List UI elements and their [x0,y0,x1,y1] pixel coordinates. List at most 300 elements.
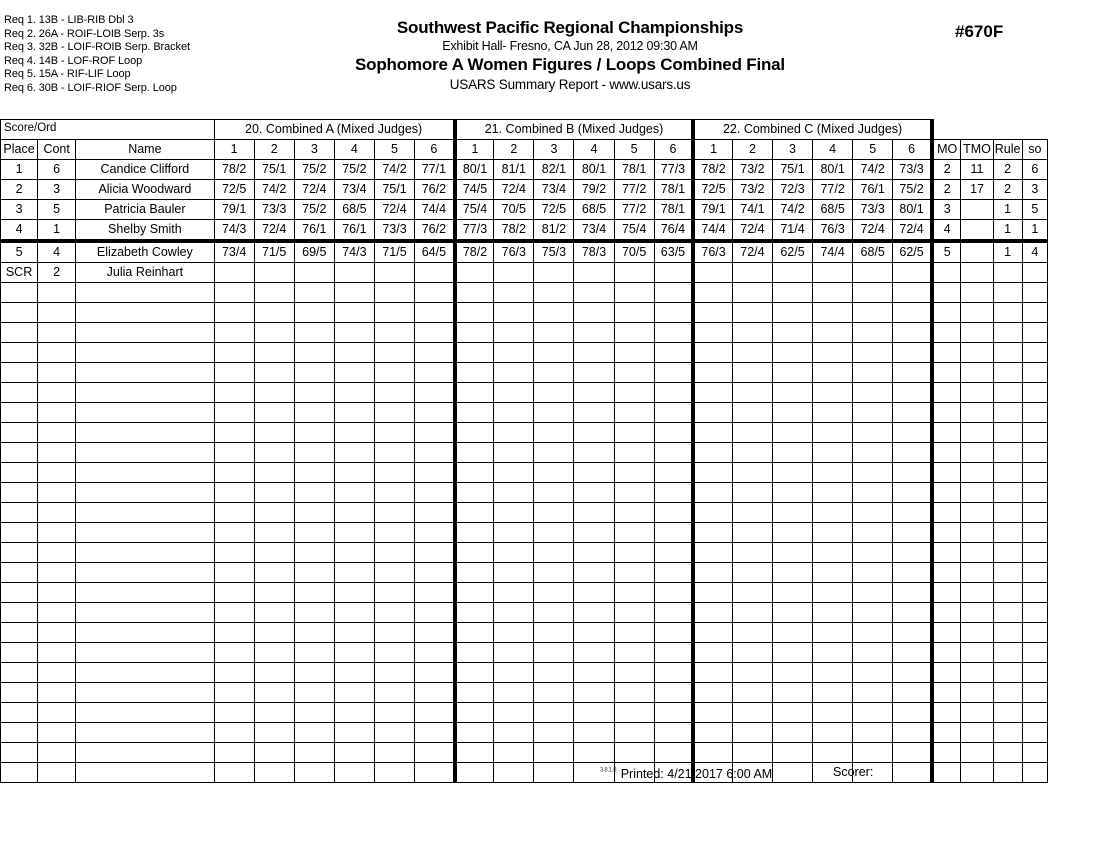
cell-score-b-4[interactable] [574,263,614,283]
cell-empty[interactable] [574,403,614,423]
cell-score-b-4[interactable]: 78/3 [574,241,614,263]
cell-empty[interactable] [76,563,214,583]
cell-empty[interactable] [1022,743,1047,763]
cell-empty[interactable] [993,603,1022,623]
cell-empty[interactable] [932,683,961,703]
cell-empty[interactable] [415,363,455,383]
cell-score-a-4[interactable]: 74/3 [334,241,374,263]
table-row[interactable] [1,383,1048,403]
cell-empty[interactable] [76,463,214,483]
cell-empty[interactable] [772,663,812,683]
cell-empty[interactable] [214,443,254,463]
cell-score-b-6[interactable] [654,263,693,283]
cell-empty[interactable] [614,743,654,763]
cell-empty[interactable] [334,343,374,363]
cell-score-a-1[interactable] [214,263,254,283]
cell-empty[interactable] [574,603,614,623]
cell-empty[interactable] [214,423,254,443]
cell-score-a-3[interactable]: 76/1 [294,220,334,242]
cell-empty[interactable] [534,463,574,483]
cell-empty[interactable] [38,283,76,303]
cell-empty[interactable] [813,543,853,563]
cell-empty[interactable] [574,663,614,683]
cell-score-c-1[interactable]: 72/5 [693,180,732,200]
cell-empty[interactable] [614,703,654,723]
cell-empty[interactable] [693,463,732,483]
cell-empty[interactable] [813,663,853,683]
cell-empty[interactable] [614,523,654,543]
cell-empty[interactable] [374,443,414,463]
cell-score-c-3[interactable] [772,263,812,283]
cell-empty[interactable] [574,463,614,483]
cell-empty[interactable] [654,443,693,463]
cell-empty[interactable] [932,363,961,383]
cell-empty[interactable] [294,683,334,703]
table-row[interactable] [1,263,1048,283]
cell-empty[interactable] [214,323,254,343]
cell-empty[interactable] [853,443,893,463]
cell-empty[interactable] [813,363,853,383]
cell-empty[interactable] [654,403,693,423]
cell-empty[interactable] [38,663,76,683]
cell-empty[interactable] [1022,443,1047,463]
cell-empty[interactable] [534,283,574,303]
cell-empty[interactable] [415,283,455,303]
cell-empty[interactable] [961,563,993,583]
cell-empty[interactable] [772,523,812,543]
cell-empty[interactable] [932,523,961,543]
cell-empty[interactable] [732,363,772,383]
cell-empty[interactable] [732,303,772,323]
cell-empty[interactable] [732,283,772,303]
cell-empty[interactable] [334,643,374,663]
cell-empty[interactable] [1022,483,1047,503]
cell-empty[interactable] [574,743,614,763]
cell-score-a-4[interactable]: 76/1 [334,220,374,242]
cell-empty[interactable] [455,323,494,343]
cell-empty[interactable] [932,623,961,643]
cell-score-c-2[interactable] [732,263,772,283]
cell-score-a-3[interactable] [294,263,334,283]
cell-empty[interactable] [893,343,932,363]
cell-empty[interactable] [415,383,455,403]
cell-empty[interactable] [38,443,76,463]
cell-score-b-5[interactable]: 75/4 [614,220,654,242]
cell-score-b-6[interactable]: 63/5 [654,241,693,263]
cell-empty[interactable] [1022,703,1047,723]
cell-empty[interactable] [654,603,693,623]
cell-score-a-6[interactable]: 64/5 [415,241,455,263]
cell-empty[interactable] [1022,583,1047,603]
cell-empty[interactable] [853,643,893,663]
table-row[interactable] [1,423,1048,443]
cell-empty[interactable] [1,683,38,703]
cell-empty[interactable] [1,343,38,363]
cell-empty[interactable] [574,483,614,503]
cell-empty[interactable] [294,583,334,603]
cell-empty[interactable] [993,583,1022,603]
cell-empty[interactable] [853,483,893,503]
cell-empty[interactable] [614,423,654,443]
cell-empty[interactable] [693,423,732,443]
cell-empty[interactable] [374,583,414,603]
cell-empty[interactable] [732,683,772,703]
cell-empty[interactable] [415,603,455,623]
cell-empty[interactable] [732,343,772,363]
cell-empty[interactable] [813,683,853,703]
cell-empty[interactable] [76,303,214,323]
cell-empty[interactable] [455,483,494,503]
cell-empty[interactable] [893,703,932,723]
cell-empty[interactable] [772,743,812,763]
cell-empty[interactable] [932,423,961,443]
cell-empty[interactable] [334,723,374,743]
cell-empty[interactable] [932,743,961,763]
cell-empty[interactable] [76,583,214,603]
cell-empty[interactable] [1,483,38,503]
cell-empty[interactable] [961,663,993,683]
cell-empty[interactable] [534,663,574,683]
cell-empty[interactable] [1022,723,1047,743]
cell-empty[interactable] [772,643,812,663]
cell-empty[interactable] [494,463,534,483]
cell-empty[interactable] [1,603,38,623]
cell-empty[interactable] [772,503,812,523]
cell-empty[interactable] [494,403,534,423]
cell-empty[interactable] [654,283,693,303]
cell-empty[interactable] [772,543,812,563]
cell-empty[interactable] [853,383,893,403]
cell-empty[interactable] [534,743,574,763]
cell-empty[interactable] [853,283,893,303]
cell-empty[interactable] [214,563,254,583]
cell-empty[interactable] [534,723,574,743]
cell-empty[interactable] [1,583,38,603]
cell-place[interactable]: 3 [1,200,38,220]
cell-score-c-2[interactable]: 73/2 [732,160,772,180]
cell-empty[interactable] [214,483,254,503]
cell-score-c-5[interactable]: 76/1 [853,180,893,200]
cell-empty[interactable] [853,663,893,683]
cell-empty[interactable] [76,503,214,523]
cell-cont[interactable]: 1 [38,220,76,242]
cell-empty[interactable] [932,643,961,663]
cell-empty[interactable] [654,503,693,523]
cell-empty[interactable] [38,483,76,503]
cell-empty[interactable] [893,643,932,663]
table-row[interactable] [1,723,1048,743]
cell-score-b-5[interactable] [614,263,654,283]
cell-empty[interactable] [455,623,494,643]
cell-empty[interactable] [732,663,772,683]
cell-empty[interactable] [254,703,294,723]
table-row[interactable] [1,323,1048,343]
cell-empty[interactable] [254,763,294,783]
cell-empty[interactable] [294,703,334,723]
cell-empty[interactable] [534,403,574,423]
cell-empty[interactable] [415,343,455,363]
cell-empty[interactable] [853,543,893,563]
cell-empty[interactable] [294,403,334,423]
cell-score-b-5[interactable]: 77/2 [614,200,654,220]
cell-empty[interactable] [494,723,534,743]
cell-empty[interactable] [38,623,76,643]
cell-empty[interactable] [1022,383,1047,403]
cell-empty[interactable] [772,383,812,403]
cell-empty[interactable] [693,283,732,303]
cell-empty[interactable] [772,623,812,643]
cell-empty[interactable] [534,303,574,323]
cell-empty[interactable] [932,303,961,323]
table-row[interactable] [1,160,1048,180]
cell-empty[interactable] [1022,343,1047,363]
table-row[interactable] [1,283,1048,303]
cell-empty[interactable] [76,703,214,723]
cell-empty[interactable] [993,623,1022,643]
cell-empty[interactable] [1022,283,1047,303]
cell-empty[interactable] [853,583,893,603]
cell-empty[interactable] [693,703,732,723]
cell-empty[interactable] [813,583,853,603]
cell-empty[interactable] [415,563,455,583]
cell-empty[interactable] [534,623,574,643]
cell-empty[interactable] [374,543,414,563]
cell-cont[interactable]: 6 [38,160,76,180]
cell-empty[interactable] [932,723,961,743]
cell-empty[interactable] [893,303,932,323]
cell-empty[interactable] [455,343,494,363]
cell-empty[interactable] [214,763,254,783]
cell-empty[interactable] [574,503,614,523]
cell-empty[interactable] [415,643,455,663]
cell-empty[interactable] [574,703,614,723]
cell-empty[interactable] [334,603,374,623]
cell-empty[interactable] [76,443,214,463]
cell-empty[interactable] [654,563,693,583]
cell-empty[interactable] [614,603,654,623]
cell-empty[interactable] [38,303,76,323]
cell-empty[interactable] [254,723,294,743]
cell-so[interactable]: 6 [1022,160,1047,180]
cell-rule[interactable] [993,263,1022,283]
cell-empty[interactable] [732,643,772,663]
cell-empty[interactable] [254,743,294,763]
cell-score-b-3[interactable]: 81/2 [534,220,574,242]
cell-empty[interactable] [654,303,693,323]
cell-score-b-1[interactable]: 80/1 [455,160,494,180]
cell-empty[interactable] [254,383,294,403]
cell-empty[interactable] [813,463,853,483]
cell-empty[interactable] [893,583,932,603]
cell-empty[interactable] [415,503,455,523]
cell-empty[interactable] [334,583,374,603]
cell-empty[interactable] [932,503,961,523]
cell-empty[interactable] [693,403,732,423]
cell-empty[interactable] [993,363,1022,383]
cell-empty[interactable] [614,583,654,603]
cell-score-c-2[interactable]: 72/4 [732,220,772,242]
cell-empty[interactable] [294,643,334,663]
cell-empty[interactable] [961,403,993,423]
cell-empty[interactable] [614,363,654,383]
cell-empty[interactable] [494,343,534,363]
cell-empty[interactable] [76,363,214,383]
cell-empty[interactable] [813,303,853,323]
cell-empty[interactable] [374,743,414,763]
cell-empty[interactable] [374,303,414,323]
cell-empty[interactable] [455,703,494,723]
cell-so[interactable]: 3 [1022,180,1047,200]
cell-empty[interactable] [693,743,732,763]
cell-empty[interactable] [932,543,961,563]
cell-empty[interactable] [772,303,812,323]
cell-score-b-6[interactable]: 78/1 [654,180,693,200]
cell-empty[interactable] [772,283,812,303]
cell-empty[interactable] [932,583,961,603]
cell-place[interactable]: 1 [1,160,38,180]
cell-empty[interactable] [214,743,254,763]
cell-empty[interactable] [732,563,772,583]
cell-score-c-5[interactable] [853,263,893,283]
cell-empty[interactable] [415,543,455,563]
cell-empty[interactable] [932,483,961,503]
cell-empty[interactable] [455,443,494,463]
cell-score-c-6[interactable]: 72/4 [893,220,932,242]
cell-empty[interactable] [334,663,374,683]
cell-empty[interactable] [932,603,961,623]
cell-empty[interactable] [654,323,693,343]
cell-empty[interactable] [614,483,654,503]
cell-empty[interactable] [1,563,38,583]
cell-empty[interactable] [294,523,334,543]
cell-score-b-3[interactable]: 75/3 [534,241,574,263]
cell-empty[interactable] [534,563,574,583]
cell-score-c-6[interactable]: 62/5 [893,241,932,263]
cell-score-b-3[interactable] [534,263,574,283]
cell-empty[interactable] [38,603,76,623]
cell-empty[interactable] [214,603,254,623]
cell-empty[interactable] [732,483,772,503]
table-row[interactable] [1,463,1048,483]
cell-so[interactable]: 5 [1022,200,1047,220]
cell-empty[interactable] [254,523,294,543]
cell-empty[interactable] [294,443,334,463]
cell-empty[interactable] [772,683,812,703]
cell-empty[interactable] [494,623,534,643]
cell-empty[interactable] [932,463,961,483]
cell-place[interactable]: 5 [1,241,38,263]
cell-empty[interactable] [334,403,374,423]
cell-empty[interactable] [1022,423,1047,443]
cell-empty[interactable] [1,303,38,323]
cell-empty[interactable] [334,523,374,543]
cell-score-b-3[interactable]: 72/5 [534,200,574,220]
cell-empty[interactable] [654,543,693,563]
table-row[interactable] [1,743,1048,763]
cell-empty[interactable] [494,683,534,703]
cell-empty[interactable] [614,283,654,303]
cell-empty[interactable] [993,543,1022,563]
cell-empty[interactable] [961,363,993,383]
cell-empty[interactable] [614,323,654,343]
cell-score-c-5[interactable]: 68/5 [853,241,893,263]
cell-empty[interactable] [772,343,812,363]
cell-tmo[interactable] [961,263,993,283]
cell-empty[interactable] [374,363,414,383]
cell-empty[interactable] [993,303,1022,323]
cell-score-c-3[interactable]: 71/4 [772,220,812,242]
cell-empty[interactable] [494,323,534,343]
cell-empty[interactable] [893,423,932,443]
cell-empty[interactable] [254,483,294,503]
cell-empty[interactable] [76,283,214,303]
cell-empty[interactable] [374,343,414,363]
cell-empty[interactable] [993,723,1022,743]
cell-empty[interactable] [38,523,76,543]
cell-empty[interactable] [38,703,76,723]
cell-empty[interactable] [574,283,614,303]
cell-empty[interactable] [853,563,893,583]
cell-empty[interactable] [614,383,654,403]
cell-empty[interactable] [614,623,654,643]
cell-empty[interactable] [732,423,772,443]
cell-score-b-2[interactable] [494,263,534,283]
cell-empty[interactable] [732,323,772,343]
cell-empty[interactable] [534,543,574,563]
cell-empty[interactable] [574,643,614,663]
cell-empty[interactable] [853,703,893,723]
cell-score-b-1[interactable]: 77/3 [455,220,494,242]
cell-score-b-2[interactable]: 78/2 [494,220,534,242]
cell-empty[interactable] [654,663,693,683]
cell-empty[interactable] [415,663,455,683]
cell-empty[interactable] [961,463,993,483]
cell-empty[interactable] [693,483,732,503]
cell-rule[interactable]: 2 [993,180,1022,200]
cell-score-b-4[interactable]: 80/1 [574,160,614,180]
table-row[interactable] [1,703,1048,723]
cell-empty[interactable] [813,503,853,523]
cell-empty[interactable] [254,503,294,523]
cell-score-a-4[interactable]: 75/2 [334,160,374,180]
table-row[interactable] [1,583,1048,603]
cell-empty[interactable] [494,383,534,403]
cell-empty[interactable] [294,563,334,583]
cell-empty[interactable] [853,603,893,623]
cell-empty[interactable] [334,543,374,563]
cell-empty[interactable] [893,543,932,563]
cell-empty[interactable] [961,723,993,743]
cell-empty[interactable] [38,743,76,763]
cell-empty[interactable] [1,523,38,543]
cell-empty[interactable] [893,563,932,583]
cell-empty[interactable] [614,303,654,323]
cell-empty[interactable] [1,403,38,423]
cell-empty[interactable] [813,703,853,723]
cell-empty[interactable] [693,343,732,363]
cell-empty[interactable] [38,503,76,523]
cell-empty[interactable] [813,323,853,343]
cell-empty[interactable] [334,763,374,783]
cell-empty[interactable] [534,443,574,463]
cell-score-c-1[interactable]: 78/2 [693,160,732,180]
cell-score-b-3[interactable]: 82/1 [534,160,574,180]
cell-empty[interactable] [38,383,76,403]
cell-empty[interactable] [334,623,374,643]
cell-empty[interactable] [38,583,76,603]
cell-empty[interactable] [38,563,76,583]
cell-score-a-3[interactable]: 75/2 [294,160,334,180]
